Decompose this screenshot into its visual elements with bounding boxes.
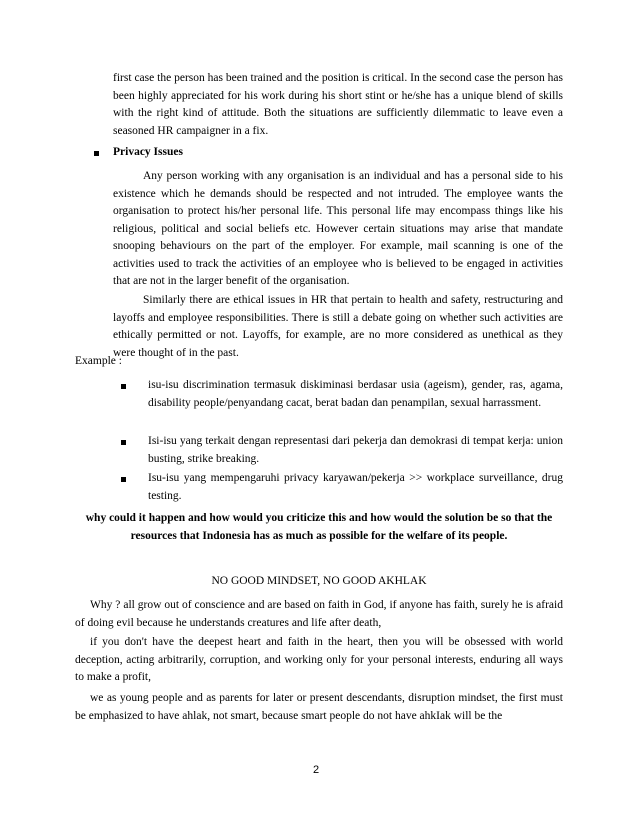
paragraph-intro: first case the person has been trained and the position is critical. In the second case the person has been highly appreciated for his work during his short stint or he/she has a unique blend of skills with the right kind of attitude. Both the situations are sufficiently dilemmatic to leave even a seasoned HR campaigner in a fix. [113, 72, 563, 137]
heading-privacy-issues: Privacy Issues [113, 146, 183, 158]
example-item: isu-isu discrimination termasuk diskiminasi berdasar usia (ageism), gender, ras, agama, disability people/penyandang cacat, berat badan dan penampilan, sexual harrassment. [148, 379, 563, 409]
page-number: 2 [313, 764, 320, 776]
square-bullet-icon [121, 384, 126, 389]
example-item: Isu-isu yang mempengaruhi privacy karyawan/pekerja >> workplace surveillance, drug testing. [148, 472, 563, 502]
body-paragraph: Why ? all grow out of conscience and are based on faith in God, if anyone has faith, surely he is afraid of doing evil because he understands creatures and life after death, [75, 599, 563, 629]
body-paragraph: we as young people and as parents for later or present descendants, disruption mindset, the first must be emphasized to have ahlak, not smart, because smart people do not have ahkIak will be the [75, 692, 563, 722]
square-bullet-icon [121, 440, 126, 445]
example-label: Example : [75, 355, 122, 367]
example-item: Isi-isu yang terkait dengan representasi dari pekerja dan demokrasi di tempat kerja: union busting, strike breaking. [148, 435, 563, 465]
section-title: NO GOOD MINDSET, NO GOOD AKHLAK [211, 575, 427, 587]
square-bullet-icon [94, 151, 99, 156]
body-paragraph: if you don't have the deepest heart and faith in the heart, then you will be obsessed with world deception, acting arbitrarily, corruption, and working only for your personal interests, enduring all ways to make a profit, [75, 636, 563, 683]
square-bullet-icon [121, 477, 126, 482]
question-text: why could it happen and how would you criticize this and how would the solution be so that the resources that Indonesia has as much as possible for the welfare of its people. [85, 512, 553, 542]
paragraph-privacy: Any person working with any organisation is an individual and has a personal side to his existence which he demands should be respected and not intruded. The employee wants the organisation to protect his/her personal life. This personal life may encompass things like his religious, political and social beliefs etc. However certain situations may arise that mandate snooping behaviours on the part of the employer. For example, mail scanning is one of the activities used to track the activities of an employee who is believed to be engaged in activities that are not in the larger benefit of the organisation. [113, 170, 563, 287]
paragraph-ethical: Similarly there are ethical issues in HR that pertain to health and safety, restructuring and layoffs and employee responsibilities. There is still a debate going on whether such activities are ethically permitted or not. Layoffs, for example, are no more considered as unethical as they were thought of in the past. [113, 294, 563, 359]
